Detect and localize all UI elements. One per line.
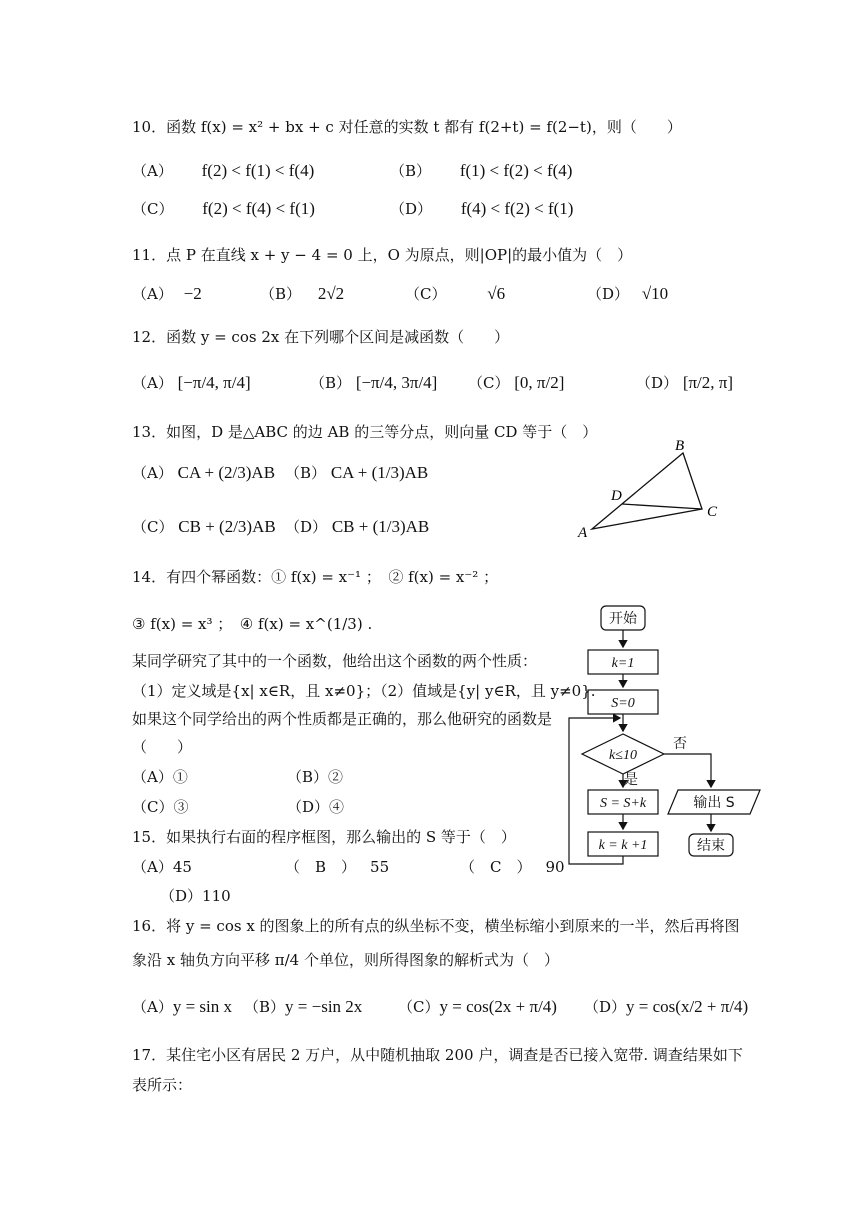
option-label: （ C ） [460, 858, 532, 876]
option-label: （A） [132, 998, 173, 1016]
q12-option-a [132, 373, 251, 393]
q14-line2: ③ f(x) = x³ ； ④ f(x) = x^(1/3) . [132, 615, 373, 633]
option-label: （C） [132, 200, 174, 218]
option-text: 90 [545, 858, 565, 876]
option-label: （D） [587, 285, 630, 303]
q10-stem: 10．函数 f(x) = x² + bx + c 对任意的实数 t 都有 f(2+t) = f(2−t)，则（ ） [132, 118, 682, 136]
q11-option-d [587, 284, 668, 304]
q13-option-d [285, 517, 429, 537]
q10-option-d [390, 199, 573, 219]
option-text: f(2) < f(4) < f(1) [202, 199, 315, 218]
q16-option-b [244, 997, 362, 1017]
option-label: （B） [260, 285, 302, 303]
q16-option-c [398, 997, 557, 1017]
q14-line5: 如果这个同学给出的两个性质都是正确的，那么他研究的函数是 [132, 710, 553, 728]
q12-option-d [636, 373, 733, 393]
option-text: 110 [202, 887, 231, 905]
flow-no-label: 否 [673, 736, 687, 752]
q11-option-b [260, 284, 344, 304]
option-label: （B） [287, 768, 329, 786]
q14-option-b [287, 767, 343, 787]
option-label: （B） [310, 374, 352, 392]
option-text: ④ [329, 798, 345, 816]
option-label: （C） [132, 798, 174, 816]
option-text: ② [328, 768, 344, 786]
option-label: （D） [390, 200, 433, 218]
segment-cd [622, 504, 702, 509]
q12-option-c [468, 373, 564, 393]
q14-option-c [132, 797, 189, 817]
option-text: √10 [641, 284, 669, 303]
option-text: [0, π/2] [514, 373, 565, 392]
q10-option-a [132, 161, 314, 181]
flow-output-label: 输出 S [693, 795, 735, 811]
option-label: （C） [468, 374, 510, 392]
q14-line3: 某同学研究了其中的一个函数，他给出这个函数的两个性质： [132, 652, 538, 670]
q16-line2: 象沿 x 轴负方向平移 π/4 个单位，则所得图象的解析式为（ ） [132, 951, 559, 969]
option-text: f(4) < f(2) < f(1) [460, 199, 574, 218]
flow-yes-label: 是 [624, 772, 638, 788]
option-text: 2√2 [317, 284, 345, 303]
option-text: 45 [172, 858, 192, 876]
option-label: （D） [584, 998, 627, 1016]
flow-update-k-label: k = k +1 [598, 838, 648, 853]
q17-line1: 17．某住宅小区有居民 2 万户，从中随机抽取 200 户，调查是否已接入宽带. 调查结果如下 [132, 1046, 743, 1064]
option-label: （C） [405, 285, 447, 303]
q15-option-c [460, 857, 565, 877]
q11-stem: 11．点 P 在直线 x + y − 4 = 0 上，O 为原点，则|OP|的最小值为（ ） [132, 246, 633, 264]
q14-line6: （ ） [132, 738, 193, 756]
q15-option-d [160, 886, 231, 906]
q17-line2: 表所示： [132, 1076, 193, 1094]
option-label: （D） [636, 374, 679, 392]
option-text: f(2) < f(1) < f(4) [201, 161, 315, 180]
label-d: D [611, 488, 622, 504]
q15-option-a [132, 857, 192, 877]
option-label: （A） [132, 858, 173, 876]
option-label: （D） [160, 887, 203, 905]
option-label: （A） [132, 285, 173, 303]
option-text: √6 [487, 284, 506, 303]
q15-option-b [285, 857, 389, 877]
option-label: （C） [132, 518, 174, 536]
option-text: y = cos(x/2 + π/4) [626, 997, 749, 1016]
triangle-abc [592, 453, 702, 529]
option-text: CA + (1/3)AB [330, 463, 429, 482]
option-text: ① [172, 768, 188, 786]
flow-s-init-label: S=0 [611, 696, 635, 711]
option-text: f(1) < f(2) < f(4) [459, 161, 573, 180]
triangle-figure [570, 432, 730, 544]
option-label: （A） [132, 464, 173, 482]
option-text: CB + (2/3)AB [178, 517, 276, 536]
option-text: y = cos(2x + π/4) [439, 997, 557, 1016]
option-label: （A） [132, 162, 173, 180]
q13-option-c [132, 517, 276, 537]
q16-option-d [584, 997, 748, 1017]
q13-stem: 13．如图，D 是△ABC 的边 AB 的三等分点，则向量 CD 等于（ ） [132, 423, 598, 441]
q10-option-b [390, 161, 572, 181]
q14-line1: 14．有四个幂函数：① f(x) = x⁻¹ ； ② f(x) = x⁻² ； [132, 568, 499, 586]
flow-end-label: 结束 [697, 838, 725, 854]
option-text: [−π/4, 3π/4] [355, 373, 438, 392]
option-label: （B） [244, 998, 286, 1016]
q10-option-c [132, 199, 315, 219]
q16-line1: 16．将 y = cos x 的图象上的所有点的纵坐标不变，横坐标缩小到原来的一半，然后再将图 [132, 917, 740, 935]
q12-option-b [310, 373, 437, 393]
label-a: A [578, 525, 588, 541]
option-label: （D） [287, 798, 330, 816]
q14-option-d [287, 797, 344, 817]
flow-condition-label: k≤10 [609, 748, 637, 763]
option-text: y = −sin 2x [285, 997, 363, 1016]
option-text: [π/2, π] [682, 373, 734, 392]
option-label: （C） [398, 998, 440, 1016]
flow-start-label: 开始 [609, 611, 637, 627]
label-c: C [707, 504, 718, 520]
q12-stem: 12．函数 y = cos 2x 在下列哪个区间是减函数（ ） [132, 328, 510, 346]
option-text: ③ [173, 798, 189, 816]
q14-line4: （1）定义域是{x| x∈R，且 x≠0}；（2）值域是{y| y∈R，且 y≠0}. [132, 682, 596, 700]
q13-option-a [132, 463, 275, 483]
label-b: B [675, 438, 685, 454]
option-label: （B） [285, 464, 327, 482]
option-text: y = sin x [172, 997, 233, 1016]
option-label: （ B ） [285, 858, 357, 876]
q15-stem: 15．如果执行右面的程序框图，那么输出的 S 等于（ ） [132, 828, 516, 846]
option-text: [−π/4, π/4] [177, 373, 251, 392]
option-text: CB + (1/3)AB [331, 517, 430, 536]
flow-update-s-label: S = S+k [599, 796, 647, 811]
q13-option-b [285, 463, 428, 483]
option-label: （B） [390, 162, 432, 180]
q11-option-c [405, 284, 505, 304]
flowchart [560, 598, 770, 870]
flow-k-init-label: k=1 [611, 656, 635, 671]
option-label: （A） [132, 768, 173, 786]
option-text: −2 [183, 284, 202, 303]
option-label: （A） [132, 374, 173, 392]
q16-option-a [132, 997, 232, 1017]
option-text: CA + (2/3)AB [177, 463, 276, 482]
option-label: （D） [285, 518, 328, 536]
q11-option-a [132, 284, 202, 304]
option-text: 55 [370, 858, 390, 876]
q14-option-a [132, 767, 188, 787]
